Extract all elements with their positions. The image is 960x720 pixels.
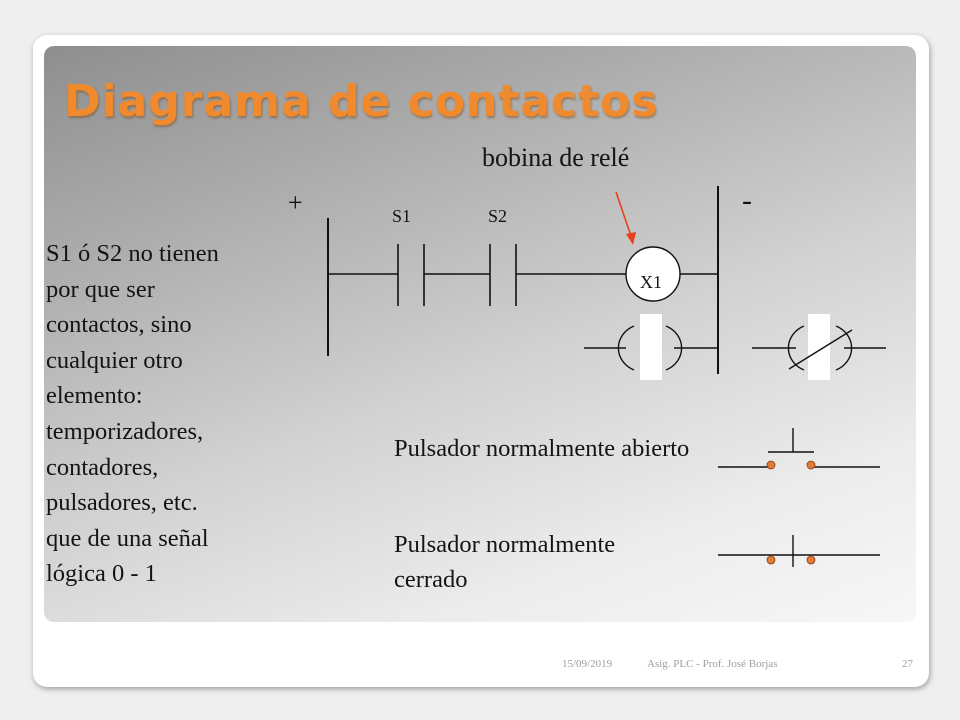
nc-pushbutton-label: Pulsador normalmente cerrado	[394, 531, 616, 593]
minus-label: -	[742, 184, 752, 217]
coil-pointer-arrow	[616, 192, 631, 236]
description-line: por que ser	[46, 275, 155, 303]
coil-caption: bobina de relé	[482, 143, 630, 172]
coil-pointer-arrowhead	[626, 232, 636, 245]
description-line: contactos, sino	[46, 311, 192, 339]
plus-label: +	[288, 188, 303, 217]
description-line: cualquier otro	[46, 346, 183, 374]
description-line: S1 ó S2 no tienen	[46, 240, 219, 267]
contact-s1-label: S1	[392, 206, 412, 226]
description-line: que de una señal	[46, 524, 209, 552]
nc-contact-dot	[807, 556, 815, 564]
contact-s2	[490, 244, 516, 306]
footer-page-number: 27	[902, 658, 913, 670]
contact-s1	[398, 244, 424, 306]
description-line: pulsadores, etc.	[46, 489, 198, 517]
coil-symbol-gap	[640, 314, 662, 380]
description-line: temporizadores,	[46, 417, 204, 445]
nc-pushbutton-symbol	[718, 535, 880, 567]
negated-coil-symbol-gap	[808, 314, 830, 380]
description-line: elemento:	[46, 382, 143, 410]
no-contact-dot	[767, 461, 775, 469]
no-pushbutton-symbol	[718, 428, 880, 467]
nc-contact-dot	[767, 556, 775, 564]
contact-s2-label: S2	[488, 206, 508, 226]
footer-course: Asig. PLC - Prof. José Borjas	[647, 658, 778, 670]
no-pushbutton-label: Pulsador normalmente abierto	[394, 435, 690, 462]
relay-coil-label: X1	[640, 272, 662, 292]
description-line: contadores,	[46, 453, 159, 481]
footer-date: 15/09/2019	[562, 658, 613, 670]
slide-title: Diagrama de contactos	[64, 76, 659, 127]
description-line: lógica 0 - 1	[46, 560, 157, 588]
no-contact-dot	[807, 461, 815, 469]
